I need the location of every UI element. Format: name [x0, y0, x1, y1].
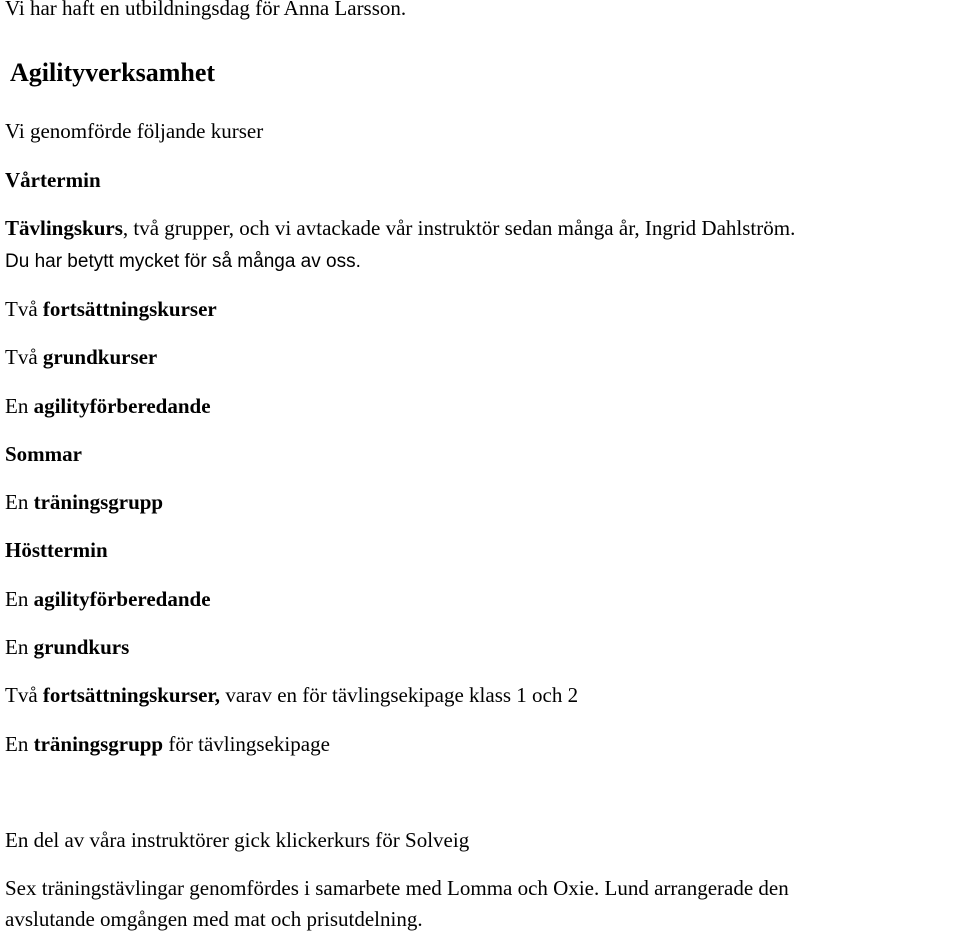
competition-course-line	[5, 218, 795, 239]
competitions-text-line1: Sex träningstävlingar genomfördes i samarbete med Lomma och Oxie. Lund arrangerade den	[5, 876, 789, 900]
autumn-item-training-prefix: En	[5, 732, 34, 756]
thanks-text: Du har betytt mycket för så många av oss.	[5, 251, 361, 272]
spring-item-agility-prep-prefix: En	[5, 394, 34, 418]
summer-title: Sommar	[5, 442, 82, 466]
autumn-item-training-name: träningsgrupp	[33, 732, 164, 756]
autumn-item-continuation	[5, 685, 578, 706]
autumn-title: Hösttermin	[5, 538, 108, 562]
spring-item-continuation-name: fortsättningskurser	[42, 297, 217, 321]
autumn-item-training	[5, 734, 330, 755]
spring-item-basic-name: grundkurser	[42, 345, 158, 369]
competition-course-detail: , två grupper, och vi avtackade vår instruktör sedan många år, Ingrid Dahlström.	[122, 216, 796, 240]
autumn-item-continuation-prefix: Två	[5, 683, 43, 707]
summer-item-training-name: träningsgrupp	[33, 490, 164, 514]
spring-item-basic	[5, 347, 157, 368]
summer-item-training	[5, 492, 163, 513]
autumn-item-basic-name: grundkurs	[33, 635, 130, 659]
autumn-item-agility-prep-prefix: En	[5, 587, 34, 611]
autumn-item-continuation-detail: varav en för tävlingsekipage klass 1 och 2	[220, 683, 579, 707]
competition-course-name: Tävlingskurs	[5, 216, 123, 240]
autumn-item-agility-prep	[5, 589, 211, 610]
competitions-text-line2: avslutande omgången med mat och prisutdelning.	[5, 907, 423, 931]
autumn-item-continuation-name: fortsättningskurser,	[42, 683, 221, 707]
spring-item-basic-prefix: Två	[5, 345, 43, 369]
spring-item-continuation	[5, 299, 217, 320]
spring-item-agility-prep	[5, 396, 211, 417]
autumn-item-basic	[5, 637, 129, 658]
spring-item-agility-prep-name: agilityförberedande	[33, 394, 211, 418]
instructors-text: En del av våra instruktörer gick klickerkurs för Solveig	[5, 828, 470, 852]
spring-title: Vårtermin	[5, 168, 101, 192]
autumn-item-agility-prep-name: agilityförberedande	[33, 587, 211, 611]
autumn-item-training-detail: för tävlingsekipage	[163, 732, 330, 756]
courses-intro: Vi genomförde följande kurser	[5, 119, 264, 143]
autumn-item-basic-prefix: En	[5, 635, 34, 659]
spring-item-continuation-prefix: Två	[5, 297, 43, 321]
intro-text: Vi har haft en utbildningsdag för Anna Larsson.	[5, 0, 407, 20]
section-heading: Agilityverksamhet	[10, 58, 216, 87]
summer-item-training-prefix: En	[5, 490, 34, 514]
